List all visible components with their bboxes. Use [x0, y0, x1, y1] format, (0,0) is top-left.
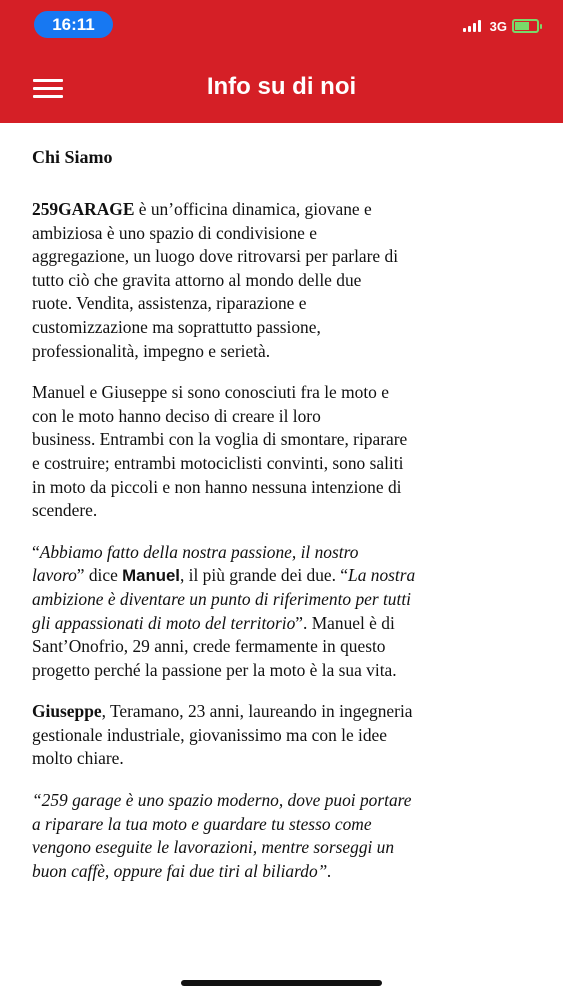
quote-span: La nostra: [348, 565, 416, 586]
status-indicators: [463, 18, 539, 34]
text-span: è un’officina dinamica, giovane e: [134, 199, 372, 219]
page-title: Info su di noi: [206, 73, 357, 100]
status-bar: [0, 0, 563, 48]
quote-span: lavoro: [32, 565, 77, 586]
text-line: buon caffè, oppure fai due tiri al biliardo”.: [32, 860, 332, 881]
text-line: gestionale industriale, giovanissimo ma con le idee: [32, 724, 387, 745]
text-line: [32, 564, 537, 588]
paragraph-quote: [32, 789, 537, 883]
text-line: [32, 198, 537, 222]
status-time[interactable]: 16:11: [34, 11, 113, 38]
text-line: in moto da piccoli e non hanno nessuna intenzione di: [32, 476, 402, 497]
paragraph-founders: [32, 381, 537, 523]
text-line: [32, 541, 537, 565]
home-indicator[interactable]: [181, 980, 382, 986]
text-span: ”. Manuel è di: [295, 612, 395, 633]
text-line: con le moto hanno deciso di creare il loro: [32, 405, 321, 426]
text-span: ” dice: [76, 565, 123, 586]
paragraph-giuseppe: [32, 700, 537, 771]
text-span: , Teramano, 23 anni, laureando in ingegneria: [101, 701, 413, 722]
text-line: business. Entrambi con la voglia di smontare, riparare: [32, 429, 408, 450]
brand-name: 259GARAGE: [32, 199, 135, 219]
text-line: Manuel e Giuseppe si sono conosciuti fra le moto e: [32, 382, 389, 403]
quote-span: Abbiamo fatto della nostra passione, il nostro: [39, 541, 359, 562]
quote-span: gli appassionati di moto del territorio: [32, 612, 296, 633]
paragraph-intro: [32, 198, 537, 363]
text-line: ambiziosa è uno spazio di condivisione e: [32, 222, 317, 243]
text-line: professionalità, impegno e serietà.: [32, 340, 271, 361]
text-span: “: [32, 541, 40, 562]
network-type: 3G: [489, 18, 507, 34]
text-line: ruote. Vendita, assistenza, riparazione e: [32, 293, 307, 314]
person-name: Manuel: [122, 566, 180, 586]
text-line: ambizione è diventare un punto di riferimento per tutti: [32, 588, 412, 609]
text-line: [32, 700, 537, 724]
app-header: [0, 0, 563, 123]
about-content: [32, 143, 537, 901]
signal-icon: [463, 20, 483, 32]
text-line: aggregazione, un luogo dove ritrovarsi per parlare di: [32, 246, 399, 267]
text-line: progetto perché la passione per la moto è la sua vita.: [32, 659, 397, 680]
hamburger-menu-icon[interactable]: [33, 79, 63, 99]
text-span: , il più grande dei due. “: [179, 565, 349, 586]
text-line: a riparare la tua moto e guardare tu stesso come: [32, 813, 372, 834]
paragraph-manuel: [32, 541, 537, 683]
section-heading: Chi Siamo: [32, 147, 113, 167]
text-line: molto chiare.: [32, 748, 124, 769]
text-line: vengono eseguite le lavorazioni, mentre sorseggi un: [32, 837, 395, 858]
text-line: “259 garage è uno spazio moderno, dove puoi portare: [32, 790, 412, 811]
person-name: Giuseppe: [32, 701, 102, 722]
text-line: scendere.: [32, 500, 98, 521]
text-line: tutto ciò che gravita attorno al mondo delle due: [32, 269, 362, 290]
text-line: Sant’Onofrio, 29 anni, crede fermamente in questo: [32, 636, 386, 657]
text-line: [32, 612, 537, 636]
text-line: e costruire; entrambi motociclisti convinti, sono saliti: [32, 452, 404, 473]
battery-icon: [512, 19, 539, 33]
text-line: customizzazione ma soprattutto passione,: [32, 316, 321, 337]
